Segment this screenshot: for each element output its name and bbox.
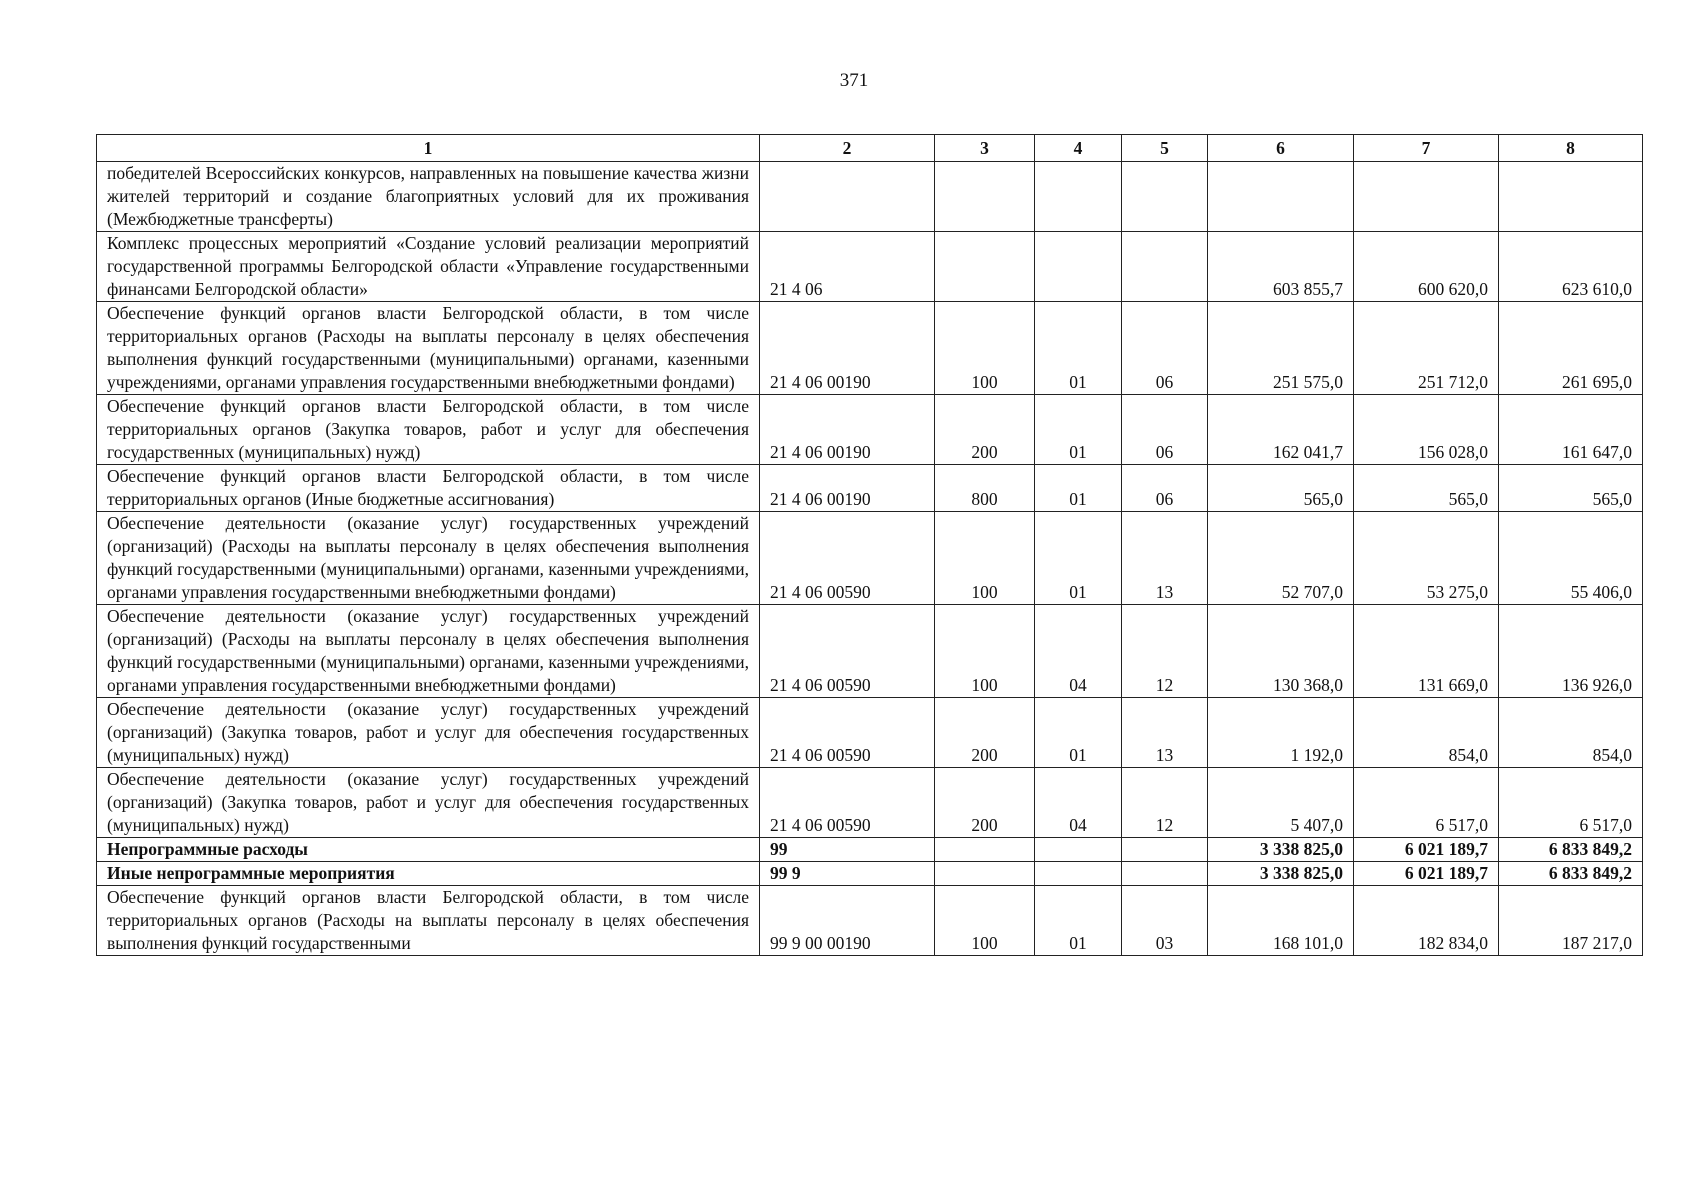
amount-cell: 854,0 xyxy=(1354,698,1499,768)
amount-cell: 6 833 849,2 xyxy=(1499,862,1643,886)
amount-cell: 6 517,0 xyxy=(1354,768,1499,838)
code-cell: 21 4 06 xyxy=(760,232,935,302)
amount-cell: 565,0 xyxy=(1208,465,1354,512)
code-cell: 99 9 xyxy=(760,862,935,886)
subsection-cell: 13 xyxy=(1122,512,1208,605)
amount-cell: 52 707,0 xyxy=(1208,512,1354,605)
amount-cell: 261 695,0 xyxy=(1499,302,1643,395)
amount-cell: 156 028,0 xyxy=(1354,395,1499,465)
section-cell: 01 xyxy=(1035,465,1122,512)
amount-cell: 3 338 825,0 xyxy=(1208,838,1354,862)
budget-table xyxy=(96,134,1643,956)
subsection-cell: 13 xyxy=(1122,698,1208,768)
header-row xyxy=(97,135,1643,162)
amount-cell: 623 610,0 xyxy=(1499,232,1643,302)
section-cell xyxy=(1035,232,1122,302)
table-row xyxy=(97,162,1643,232)
amount-cell: 53 275,0 xyxy=(1354,512,1499,605)
subsection-cell: 06 xyxy=(1122,302,1208,395)
amount-cell: 182 834,0 xyxy=(1354,886,1499,956)
amount-cell: 6 021 189,7 xyxy=(1354,838,1499,862)
code-cell: 21 4 06 00590 xyxy=(760,512,935,605)
amount-cell: 168 101,0 xyxy=(1208,886,1354,956)
amount-cell xyxy=(1208,162,1354,232)
expense-type-cell xyxy=(935,232,1035,302)
expense-type-cell: 800 xyxy=(935,465,1035,512)
amount-cell xyxy=(1499,162,1643,232)
description-cell: Обеспечение функций органов власти Белгородской области, в том числе территориальных органов (Иные бюджетные ассигнования) xyxy=(97,465,760,512)
table-row xyxy=(97,465,1643,512)
amount-cell: 1 192,0 xyxy=(1208,698,1354,768)
section-cell: 01 xyxy=(1035,395,1122,465)
amount-cell: 251 575,0 xyxy=(1208,302,1354,395)
table-body xyxy=(97,162,1643,956)
section-cell xyxy=(1035,862,1122,886)
amount-cell: 5 407,0 xyxy=(1208,768,1354,838)
description-cell: Комплекс процессных мероприятий «Создание условий реализации мероприятий государственной программы Белгородской области «Управление государственными финансами Белгородской области» xyxy=(97,232,760,302)
expense-type-cell: 200 xyxy=(935,768,1035,838)
code-cell: 21 4 06 00190 xyxy=(760,302,935,395)
column-header: 6 xyxy=(1208,135,1354,162)
amount-cell: 6 021 189,7 xyxy=(1354,862,1499,886)
description-cell: Непрограммные расходы xyxy=(97,838,760,862)
expense-type-cell: 200 xyxy=(935,698,1035,768)
column-header: 8 xyxy=(1499,135,1643,162)
table-row xyxy=(97,232,1643,302)
section-cell: 04 xyxy=(1035,768,1122,838)
table-row xyxy=(97,886,1643,956)
section-cell: 01 xyxy=(1035,886,1122,956)
column-header: 4 xyxy=(1035,135,1122,162)
description-cell: Обеспечение функций органов власти Белгородской области, в том числе территориальных органов (Расходы на выплаты персоналу в целях обеспечения выполнения функций государственными xyxy=(97,886,760,956)
subsection-cell: 06 xyxy=(1122,395,1208,465)
subsection-cell xyxy=(1122,862,1208,886)
amount-cell: 161 647,0 xyxy=(1499,395,1643,465)
amount-cell xyxy=(1354,162,1499,232)
amount-cell: 565,0 xyxy=(1499,465,1643,512)
description-cell: Обеспечение деятельности (оказание услуг) государственных учреждений (организаций) (Расходы на выплаты персоналу в целях обеспечения выполнения функций государственными (муниципальными) органами, казенными учреждениями, органами управления государственными внебюджетными фондами) xyxy=(97,512,760,605)
code-cell: 21 4 06 00190 xyxy=(760,395,935,465)
section-cell: 04 xyxy=(1035,605,1122,698)
expense-type-cell: 100 xyxy=(935,605,1035,698)
subsection-cell: 06 xyxy=(1122,465,1208,512)
section-cell: 01 xyxy=(1035,512,1122,605)
column-header: 2 xyxy=(760,135,935,162)
column-header: 3 xyxy=(935,135,1035,162)
description-cell: Обеспечение деятельности (оказание услуг) государственных учреждений (организаций) (Закупка товаров, работ и услуг для обеспечения государственных (муниципальных) нужд) xyxy=(97,698,760,768)
amount-cell: 55 406,0 xyxy=(1499,512,1643,605)
page-number: 371 xyxy=(839,70,869,91)
section-cell xyxy=(1035,838,1122,862)
subsection-cell xyxy=(1122,838,1208,862)
table-row xyxy=(97,838,1643,862)
subsection-cell: 12 xyxy=(1122,768,1208,838)
code-cell: 99 xyxy=(760,838,935,862)
amount-cell: 162 041,7 xyxy=(1208,395,1354,465)
subsection-cell xyxy=(1122,162,1208,232)
expense-type-cell xyxy=(935,838,1035,862)
subsection-cell: 03 xyxy=(1122,886,1208,956)
section-cell: 01 xyxy=(1035,302,1122,395)
code-cell xyxy=(760,162,935,232)
amount-cell: 6 517,0 xyxy=(1499,768,1643,838)
description-cell: Иные непрограммные мероприятия xyxy=(97,862,760,886)
amount-cell: 136 926,0 xyxy=(1499,605,1643,698)
expense-type-cell: 100 xyxy=(935,302,1035,395)
table-row xyxy=(97,862,1643,886)
column-header: 7 xyxy=(1354,135,1499,162)
table-row xyxy=(97,395,1643,465)
amount-cell: 131 669,0 xyxy=(1354,605,1499,698)
code-cell: 21 4 06 00590 xyxy=(760,605,935,698)
code-cell: 99 9 00 00190 xyxy=(760,886,935,956)
subsection-cell xyxy=(1122,232,1208,302)
table-row xyxy=(97,605,1643,698)
section-cell: 01 xyxy=(1035,698,1122,768)
amount-cell: 854,0 xyxy=(1499,698,1643,768)
code-cell: 21 4 06 00190 xyxy=(760,465,935,512)
amount-cell: 603 855,7 xyxy=(1208,232,1354,302)
description-cell: Обеспечение деятельности (оказание услуг) государственных учреждений (организаций) (Расходы на выплаты персоналу в целях обеспечения выполнения функций государственными (муниципальными) органами, казенными учреждениями, органами управления государственными внебюджетными фондами) xyxy=(97,605,760,698)
code-cell: 21 4 06 00590 xyxy=(760,698,935,768)
description-cell: Обеспечение деятельности (оказание услуг) государственных учреждений (организаций) (Закупка товаров, работ и услуг для обеспечения государственных (муниципальных) нужд) xyxy=(97,768,760,838)
expense-type-cell xyxy=(935,162,1035,232)
amount-cell: 565,0 xyxy=(1354,465,1499,512)
amount-cell: 251 712,0 xyxy=(1354,302,1499,395)
description-cell: победителей Всероссийских конкурсов, направленных на повышение качества жизни жителей территорий и создание благоприятных условий для их проживания (Межбюджетные трансферты) xyxy=(97,162,760,232)
code-cell: 21 4 06 00590 xyxy=(760,768,935,838)
amount-cell: 600 620,0 xyxy=(1354,232,1499,302)
amount-cell: 187 217,0 xyxy=(1499,886,1643,956)
amount-cell: 3 338 825,0 xyxy=(1208,862,1354,886)
column-header: 5 xyxy=(1122,135,1208,162)
amount-cell: 6 833 849,2 xyxy=(1499,838,1643,862)
expense-type-cell: 100 xyxy=(935,886,1035,956)
section-cell xyxy=(1035,162,1122,232)
column-header: 1 xyxy=(97,135,760,162)
table-row xyxy=(97,698,1643,768)
description-cell: Обеспечение функций органов власти Белгородской области, в том числе территориальных органов (Закупка товаров, работ и услуг для обеспечения государственных (муниципальных) нужд) xyxy=(97,395,760,465)
amount-cell: 130 368,0 xyxy=(1208,605,1354,698)
description-cell: Обеспечение функций органов власти Белгородской области, в том числе территориальных органов (Расходы на выплаты персоналу в целях обеспечения выполнения функций государственными (муниципальными) органами, казенными учреждениями, органами управления государственными внебюджетными фондами) xyxy=(97,302,760,395)
subsection-cell: 12 xyxy=(1122,605,1208,698)
table-row xyxy=(97,512,1643,605)
expense-type-cell: 100 xyxy=(935,512,1035,605)
expense-type-cell xyxy=(935,862,1035,886)
expense-type-cell: 200 xyxy=(935,395,1035,465)
table-row xyxy=(97,768,1643,838)
table-row xyxy=(97,302,1643,395)
